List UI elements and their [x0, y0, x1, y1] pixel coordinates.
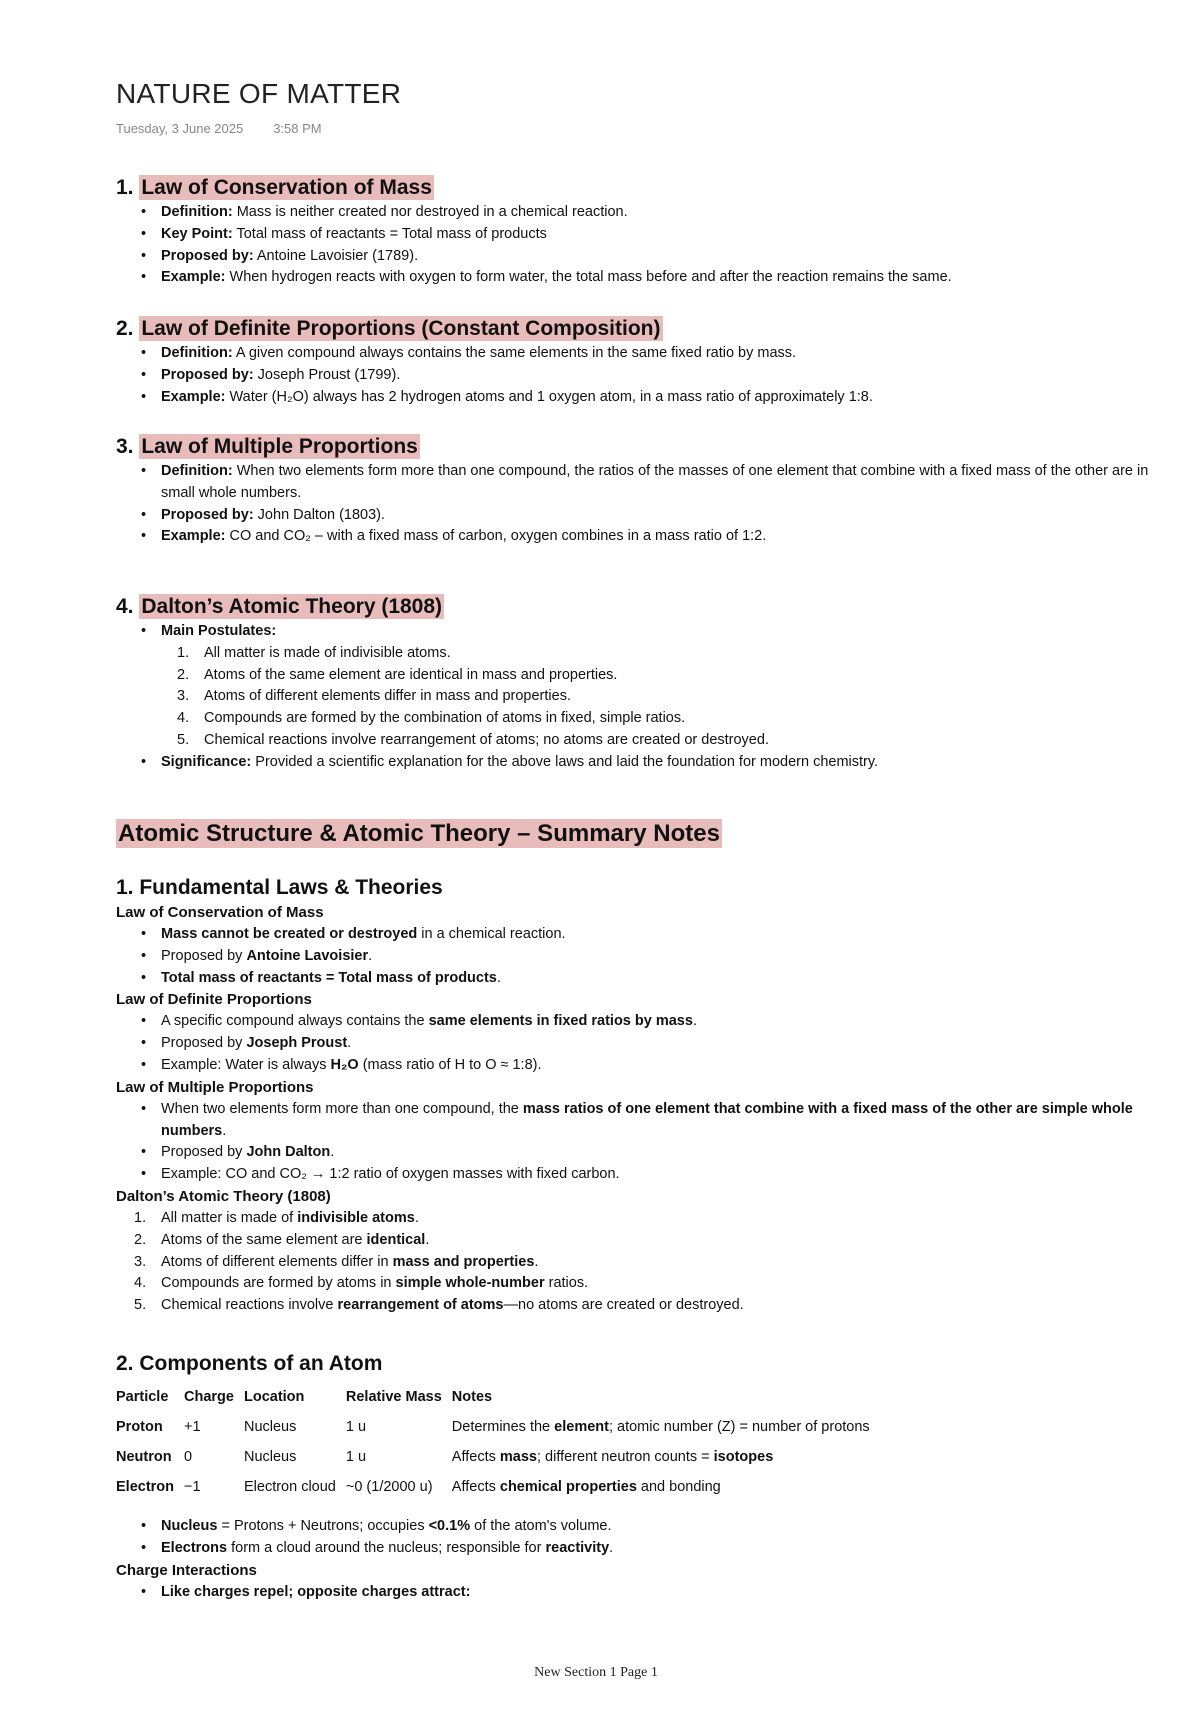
numbered-list [116, 1208, 1186, 1317]
item-key: Proposed by: [161, 366, 254, 383]
postulate-text: Atoms of the same element are identical in mass and properties. [204, 666, 618, 683]
list-item: • Example: CO and CO₂ → 1:2 ratio of oxygen masses with fixed carbon. [116, 1164, 1186, 1186]
section-multiple-proportions [116, 433, 1186, 548]
item-key: Main Postulates: [161, 623, 277, 639]
table-cell: Proton [116, 1419, 163, 1435]
list-item: • Proposed by Joseph Proust. [116, 1033, 1186, 1055]
particles-table [116, 1382, 880, 1502]
table-cell: Determines the element; atomic number (Z) = number of protons [451, 1419, 870, 1435]
table-row [116, 1472, 880, 1502]
postulate-text: Chemical reactions involve rearrangement of atoms; no atoms are created or destroyed. [204, 731, 769, 748]
subheading-definite: Law of Definite Proportions [116, 991, 312, 1009]
list-item [116, 224, 1186, 246]
column-header: Notes [451, 1389, 493, 1405]
subheading-dalton: Dalton’s Atomic Theory (1808) [116, 1187, 331, 1205]
section-number: 1. [116, 176, 134, 199]
postulate-item: 1. All matter is made of indivisible atoms. [177, 644, 451, 661]
list-item [116, 202, 1186, 224]
subsection-heading: 2. Components of an Atom [116, 1352, 383, 1375]
item-value: Provided a scientific explanation for the above laws and laid the foundation for modern chemistry. [251, 753, 879, 770]
item-value: A given compound always contains the same elements in the same fixed ratio by mass. [232, 345, 797, 361]
list-item: 5. Chemical reactions involve rearrangement of atoms—no atoms are created or destroyed. [134, 1297, 744, 1314]
page-title: NATURE OF MATTER [116, 78, 402, 109]
item-key: Proposed by: [161, 506, 254, 523]
list-item: 1. All matter is made of indivisible atoms. [134, 1209, 419, 1226]
summary-heading [116, 817, 1186, 851]
list-item [116, 621, 1186, 752]
bullet-list [116, 924, 1186, 989]
column-header: Relative Mass [345, 1389, 442, 1405]
page-footer: New Section 1 Page 1 [534, 1665, 658, 1680]
highlighted-heading: Law of Conservation of Mass [141, 176, 432, 199]
item-value: When two elements form more than one compound, the ratios of the masses of one element that combine with a fixed mass of the other are in small whole numbers. [161, 463, 1149, 501]
list-item [116, 526, 1186, 548]
list-item [116, 267, 1186, 289]
item-key: Example: [161, 388, 226, 405]
bullet-list [116, 1099, 1186, 1186]
table-cell: 1 u [345, 1419, 367, 1435]
summary-section [116, 817, 1186, 851]
postulate-item: 5. Chemical reactions involve rearrangement of atoms; no atoms are created or destroyed. [177, 731, 769, 748]
highlighted-heading: Dalton’s Atomic Theory (1808) [141, 595, 443, 618]
table-cell: 0 [184, 1449, 193, 1465]
postulate-item: 2. Atoms of the same element are identical in mass and properties. [177, 666, 618, 683]
section-number: 2. [116, 317, 134, 340]
bullet-list [116, 1582, 1186, 1604]
section-conservation-of-mass [116, 174, 1186, 289]
list-item: • Proposed by Antoine Lavoisier. [116, 946, 1186, 968]
subheading-conservation: Law of Conservation of Mass [116, 904, 324, 921]
list-item [116, 461, 1186, 505]
list-item: • Nucleus = Protons + Neutrons; occupies <0.1% of the atom's volume. [116, 1516, 1186, 1538]
section-daltons-theory [116, 593, 1186, 774]
section-heading [116, 433, 1186, 461]
postulate-text: Compounds are formed by the combination of atoms in fixed, simple ratios. [204, 710, 686, 727]
highlighted-heading: Law of Definite Proportions (Constant Composition) [141, 317, 661, 340]
bullet-list [116, 202, 1186, 289]
page-date: Tuesday, 3 June 2025 [116, 121, 244, 136]
list-item [116, 505, 1186, 527]
table-header-row [116, 1382, 880, 1412]
highlighted-heading: Atomic Structure & Atomic Theory – Summary Notes [118, 820, 720, 847]
item-key: Key Point: [161, 225, 233, 242]
postulate-text: All matter is made of indivisible atoms. [204, 644, 451, 661]
bullet-list [116, 461, 1186, 548]
section-heading [116, 174, 1186, 202]
subheading-multiple: Law of Multiple Proportions [116, 1078, 314, 1096]
section-heading [116, 315, 1186, 343]
column-header: Particle [116, 1389, 169, 1405]
table-cell: Electron cloud [243, 1479, 336, 1495]
section-number: 3. [116, 435, 134, 458]
postulate-item: 4. Compounds are formed by the combination of atoms in fixed, simple ratios. [177, 710, 686, 727]
section-heading [116, 593, 1186, 621]
subsection-heading: 1. Fundamental Laws & Theories [116, 876, 443, 899]
list-item: 3. Atoms of different elements differ in mass and properties. [134, 1253, 539, 1270]
item-key: Significance: [161, 753, 252, 770]
item-value: CO and CO₂ – with a fixed mass of carbon, oxygen combines in a mass ratio of 1:2. [225, 528, 767, 545]
column-header: Location [243, 1389, 305, 1405]
list-item [116, 343, 1186, 365]
item-value: Antoine Lavoisier (1789). [253, 247, 419, 264]
table-row [116, 1412, 880, 1442]
table-cell: −1 [184, 1479, 201, 1495]
item-value: John Dalton (1803). [253, 506, 386, 523]
table-cell: 1 u [345, 1449, 367, 1465]
item-value: When hydrogen reacts with oxygen to form water, the total mass before and after the reaction remains the same. [225, 269, 952, 286]
postulate-item: 3. Atoms of different elements differ in mass and properties. [177, 688, 571, 705]
table-cell: Affects chemical properties and bonding [451, 1479, 721, 1495]
list-item: • Example: Water is always H₂O (mass ratio of H to O ≈ 1:8). [116, 1055, 1186, 1077]
highlighted-heading: Law of Multiple Proportions [141, 435, 418, 458]
section-number: 4. [116, 595, 134, 618]
item-key: Definition: [161, 345, 233, 361]
list-item: • Mass cannot be created or destroyed in a chemical reaction. [116, 924, 1186, 946]
subheading-charge: Charge Interactions [116, 1561, 257, 1579]
item-value: Total mass of reactants = Total mass of products [232, 225, 547, 242]
table-row [116, 1442, 880, 1472]
page-time: 3:58 PM [273, 121, 322, 136]
table-cell: Neutron [116, 1449, 172, 1465]
table-cell: Nucleus [243, 1419, 297, 1435]
list-item: • Total mass of reactants = Total mass of products. [116, 968, 1186, 990]
bullet-list [116, 343, 1186, 408]
table-cell: Electron [116, 1479, 175, 1495]
table-cell: +1 [184, 1419, 201, 1435]
item-key: Example: [161, 269, 226, 286]
table-cell: Nucleus [243, 1449, 297, 1465]
list-item: • Like charges repel; opposite charges attract: [116, 1582, 1186, 1604]
page-timestamp [116, 121, 352, 136]
bullet-list [116, 1011, 1186, 1076]
postulate-text: Atoms of different elements differ in mass and properties. [204, 688, 571, 705]
item-key: Proposed by: [161, 247, 254, 264]
column-header: Charge [184, 1389, 234, 1405]
table-cell: Affects mass; different neutron counts = isotopes [451, 1449, 774, 1465]
list-item: • A specific compound always contains the same elements in fixed ratios by mass. [116, 1011, 1186, 1033]
table-cell: ~0 (1/2000 u) [345, 1479, 433, 1495]
postulate-list [116, 643, 1186, 752]
bullet-list [116, 621, 1186, 774]
list-item: 4. Compounds are formed by atoms in simple whole-number ratios. [134, 1275, 589, 1292]
list-item: • Electrons form a cloud around the nucleus; responsible for reactivity. [116, 1538, 1186, 1560]
list-item [116, 387, 1186, 409]
item-value: Joseph Proust (1799). [253, 366, 401, 383]
item-value: Water (H₂O) always has 2 hydrogen atoms and 1 oxygen atom, in a mass ratio of approximately 1:8. [225, 388, 873, 405]
fundamental-laws-section [116, 874, 1186, 1317]
item-value: Mass is neither created nor destroyed in a chemical reaction. [232, 204, 628, 220]
list-item [116, 365, 1186, 387]
components-section [116, 1350, 1186, 1603]
list-item: • When two elements form more than one compound, the mass ratios of one element that combine with a fixed mass of the other are simple whole numbers. [116, 1099, 1186, 1143]
list-item [116, 246, 1186, 268]
list-item [116, 752, 1186, 774]
list-item: 2. Atoms of the same element are identical. [134, 1231, 430, 1248]
section-definite-proportions [116, 315, 1186, 408]
item-key: Definition: [161, 204, 233, 220]
list-item: • Proposed by John Dalton. [116, 1142, 1186, 1164]
bullet-list [116, 1516, 1186, 1560]
item-key: Definition: [161, 463, 233, 479]
item-key: Example: [161, 528, 226, 545]
